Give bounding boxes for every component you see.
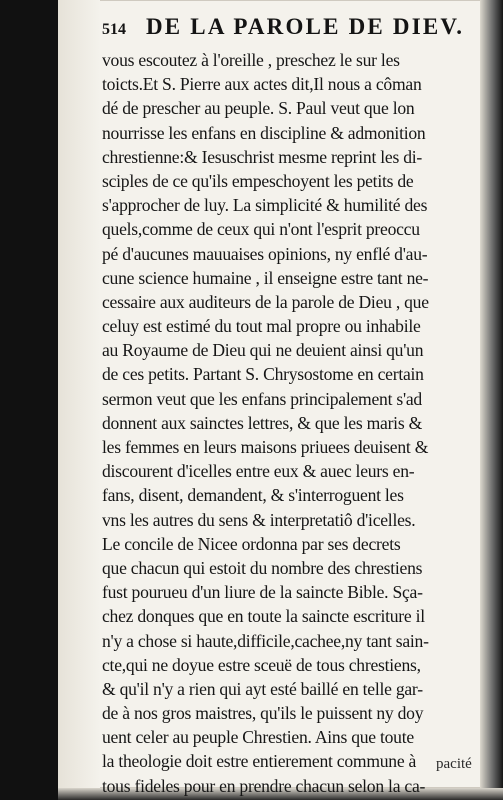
text-line: au Royaume de Dieu qui ne deuient ainsi qu'un	[102, 340, 424, 361]
text-line: la theologie doit estre entierement commune à	[102, 751, 417, 772]
body-text	[102, 48, 482, 798]
text-line: uent celer au peuple Chrestien. Ains que toute	[102, 727, 414, 748]
text-line: n'y a chose si haute,difficile,cachee,ny tant sain-	[102, 630, 429, 651]
page-gutter-shadow	[58, 0, 100, 788]
text-line: sciples de ce qu'ils empeschoyent les petits de	[102, 170, 414, 191]
text-line: les femmes en leurs maisons priuees deuisent &	[102, 437, 429, 457]
text-line: vous escoutez à l'oreille , preschez le sur les	[102, 50, 400, 70]
text-line: de ces petits. Partant S. Chrysostome en certain	[102, 364, 424, 385]
text-line: toicts.Et S. Pierre aux actes dit,Il nous a côman	[102, 74, 422, 95]
text-line: donnent aux sainctes lettres, & que les maris &	[102, 412, 423, 433]
text-line: fust pourueu d'un liure de la saincte Bible. Sça-	[102, 582, 423, 603]
catchword: pacité	[436, 756, 472, 772]
page-number: 514	[102, 21, 126, 38]
text-line: pé d'aucunes mauuaises opinions, ny enflé d'au-	[102, 243, 428, 264]
text-line: celuy est estimé du tout mal propre ou inhabile	[102, 316, 421, 337]
text-line: & qu'il n'y a rien qui ayt esté baillé en telle gar-	[102, 678, 423, 699]
text-line: cte,qui ne doyue estre sceuë de tous chrestiens,	[102, 654, 421, 675]
text-line: dé de prescher au peuple. S. Paul veut que lon	[102, 98, 415, 119]
text-line: de à nos gros maistres, qu'ils le puissent ny doy	[102, 703, 424, 724]
text-line: Le concile de Nicee ordonna par ses decrets	[102, 533, 401, 554]
text-line: quels,comme de ceux qui n'ont l'esprit preoccu	[102, 219, 420, 240]
text-line: fans, disent, demandent, & s'interroguent les	[102, 485, 404, 506]
page-edge-right	[480, 0, 503, 800]
text-line: tous fideles pour en prendre chacun selon la ca-	[102, 775, 426, 796]
text-line: vns les autres du sens & interpretatiô d'icelles.	[102, 509, 416, 530]
text-line: cessaire aux auditeurs de la parole de Dieu , que	[102, 291, 429, 312]
running-head: DE LA PAROLE DE DIEV.	[146, 14, 465, 39]
text-line: chrestienne:& Iesuschrist mesme reprint les di-	[102, 146, 422, 167]
text-line: chez donques que en toute la saincte escriture il	[102, 606, 425, 627]
text-line: cune science humaine , il enseigne estre tant ne-	[102, 267, 429, 288]
text-line: discourent d'icelles entre eux & auec leurs en-	[102, 461, 415, 482]
page-header	[102, 14, 476, 44]
text-line: nourrisse les enfans en discipline & admonition	[102, 122, 426, 143]
text-line: s'approcher de luy. La simplicité & humilité des	[102, 195, 428, 216]
text-line: sermon veut que les enfans principalement s'ad	[102, 388, 422, 409]
text-line: que chacun qui estoit du nombre des chrestiens	[102, 557, 423, 578]
